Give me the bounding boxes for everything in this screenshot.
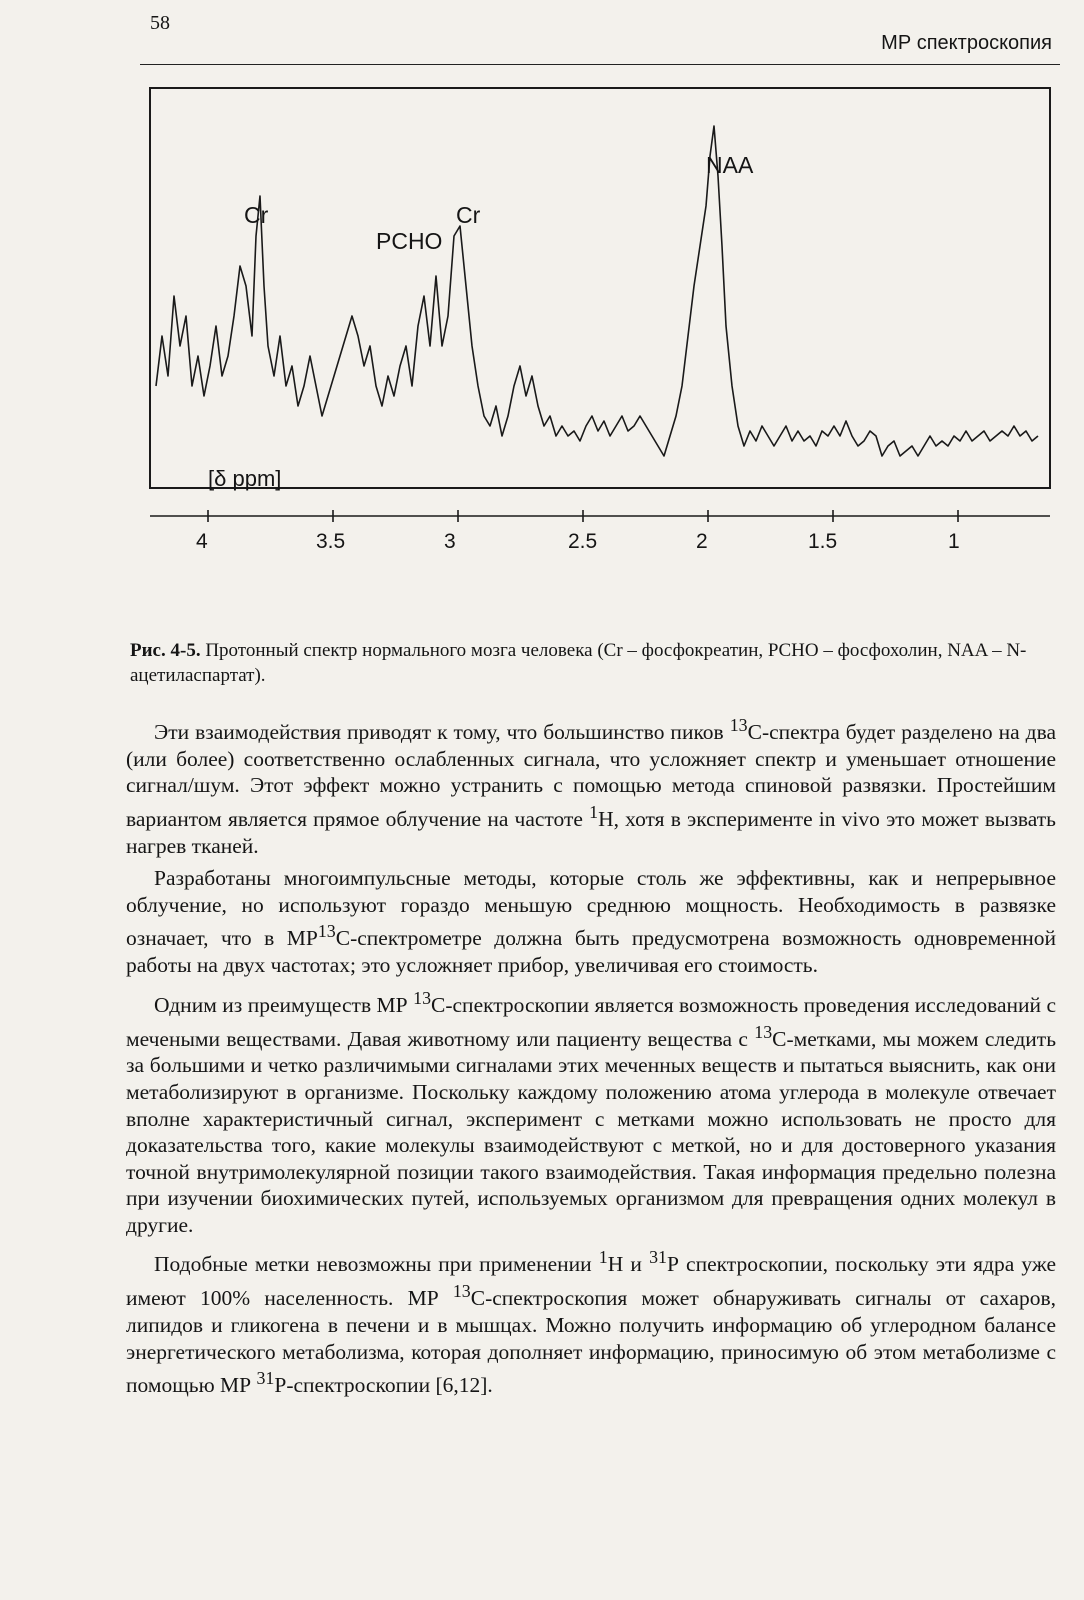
tick-label-3: 3 bbox=[444, 530, 456, 553]
peak-label-cr-2: Cr bbox=[456, 202, 481, 228]
body-text bbox=[126, 712, 1056, 1405]
tick-label-2: 2 bbox=[696, 530, 708, 553]
tick-label-4: 4 bbox=[196, 530, 208, 553]
running-title: МР спектроскопия bbox=[881, 32, 1052, 54]
spectrum-plot bbox=[148, 86, 1056, 522]
paragraph: Эти взаимодействия приводят к тому, что большинство пиков $^{13}$С-спектра будет разделено на два (или более) соответственно ослабленных сигнала, что усложняет спектр и уменьшает отношение сигнал/шум. Этот эффект можно устранить с помощью метода спиновой развязки. Простейшим вариантом является прямое облучение на частоте $^1$Н, хотя в эксперименте in vivo это может вызвать нагрев тканей. bbox=[126, 715, 1056, 858]
tick-label-1: 1 bbox=[948, 530, 960, 553]
tick-label-3-5: 3.5 bbox=[316, 530, 346, 553]
peak-label-pcho: PCHO bbox=[376, 228, 443, 254]
spectrum-trace bbox=[156, 126, 1038, 456]
spectrum-figure bbox=[148, 86, 1056, 553]
paragraph: Разработаны многоимпульсные методы, которые столь же эффективны, как и непрерывное облучение, но используют гораздо меньшую среднюю мощность. Необходимость в развязке означает, что в МР$^{13}$С-спектрометре должна быть предусмотрена возможность одновременной работы на двух частотах; это усложняет прибор, увеличивая его стоимость. bbox=[126, 866, 1056, 978]
page-header bbox=[0, 0, 1084, 62]
tick-label-1-5: 1.5 bbox=[808, 530, 838, 553]
page-number: 58 bbox=[150, 12, 170, 34]
peak-label-naa: NAA bbox=[706, 152, 754, 178]
caption-label: Рис. 4-5. bbox=[130, 640, 201, 661]
header-rule bbox=[140, 64, 1060, 65]
paragraph: Подобные метки невозможны при применении $^1$Н и $^{31}$Р спектроскопии, поскольку эти ядра уже имеют 100% населенность. МР $^{13}$С-спектроскопия может обнаруживать сигналы от сахаров, липидов и гликогена в печени и в мышцах. Можно получить информацию об углеродном балансе энергетического метаболизма, которая дополняет информацию, приносимую об этом метаболизме с помощью МР $^{31}$Р-спектроскопии [6,12]. bbox=[126, 1247, 1057, 1398]
caption-text: Протонный спектр нормального мозга человека (Cr – фосфокреатин, PCHO – фосфохолин, NAA – N-ацетиласпартат). bbox=[130, 640, 1027, 686]
peak-label-cr-1: Cr bbox=[244, 202, 269, 228]
figure-caption bbox=[130, 638, 1050, 688]
paragraph: Одним из преимуществ МР $^{13}$С-спектроскопии является возможность проведения исследований с мечеными веществами. Давая животному или пациенту вещества с $^{13}$С-метками, мы можем следить за большими и четко различимыми сигналами этих меченных веществ и пытаться выяснить, как они метаболизируют в организме. Поскольку каждому положению атома углерода в молекуле отвечает вполне характеристичный сигнал, эксперимент с метками можно использовать не просто для доказательства того, какие молекулы взаимодействуют с меткой, но и для достоверного указания точной внутримолекулярной позиции такого взаимодействия. Такая информация предельно полезна при изучении биохимических путей, используемых организмом для превращения одних молекул в другие. bbox=[126, 987, 1057, 1237]
ppm-axis-title: [δ ppm] bbox=[208, 466, 282, 491]
tick-label-2-5: 2.5 bbox=[568, 530, 598, 553]
